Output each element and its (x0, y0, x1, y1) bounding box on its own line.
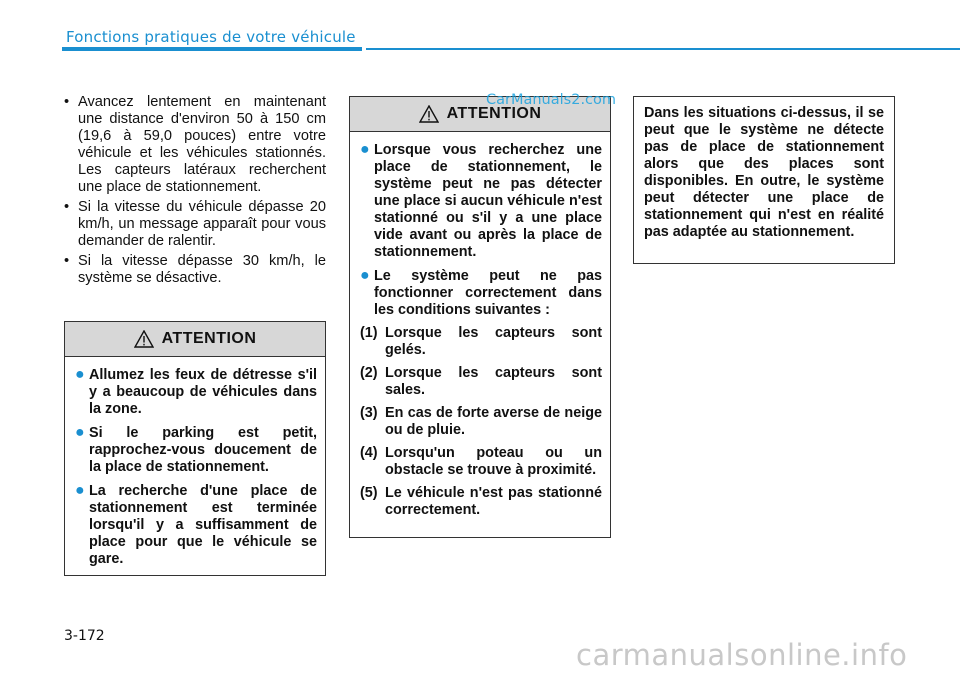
condition-item (360, 365, 602, 399)
condition-number: (4) (360, 445, 378, 461)
condition-text: En cas de forte averse de neige ou de pluie. (385, 405, 602, 438)
page-number: 3-172 (64, 628, 105, 644)
attention-title: ATTENTION (446, 105, 542, 122)
attention-title: ATTENTION (161, 330, 257, 347)
condition-text: Lorsqu'un poteau ou un obstacle se trouve à proximité. (385, 445, 602, 478)
header-rule-thick (62, 47, 362, 51)
note-box (633, 96, 895, 264)
condition-number: (1) (360, 325, 378, 341)
warning-triangle-icon (134, 330, 154, 348)
condition-item (360, 445, 602, 479)
attention-body (350, 132, 610, 519)
attention-body (65, 357, 325, 568)
attention-item (360, 268, 602, 319)
intro-bullet: • Si la vitesse dépasse 30 km/h, le système se désactive. (62, 253, 326, 287)
conditions-list (360, 325, 602, 519)
bullet-dot-icon: ● (360, 267, 370, 284)
condition-number: (2) (360, 365, 378, 381)
condition-item (360, 405, 602, 439)
warning-triangle-icon (419, 105, 439, 123)
attention-header (65, 322, 325, 357)
condition-item (360, 485, 602, 519)
attention-list (75, 367, 317, 568)
intro-bullet: • Avancez lentement en maintenant une distance d'environ 50 à 150 cm (19,6 à 59,0 pouces) entre votre véhicule et les véhicules stationnés. Les capteurs latéraux recherchent une place de stationnement. (62, 94, 326, 196)
attention-list (360, 142, 602, 319)
attention-item-text: La recherche d'une place de stationnement est terminée lorsqu'il y a suffisamment de place pour que le véhicule se gare. (89, 483, 317, 567)
condition-number: (3) (360, 405, 378, 421)
attention-box-parking (64, 321, 326, 576)
condition-item (360, 325, 602, 359)
attention-item (75, 367, 317, 418)
attention-item-text: Lorsque vous recherchez une place de stationnement, le système peut ne pas détecter une place si aucun véhicule n'est stationné ou s'il y a une place vide avant ou après la place de stationnement. (374, 142, 602, 260)
attention-box-limitations (349, 96, 611, 538)
header-rule-thin (366, 48, 960, 50)
condition-number: (5) (360, 485, 378, 501)
bullet-dot-icon: ● (75, 482, 85, 499)
intro-bullet-list (62, 94, 326, 287)
attention-item-text: Allumez les feux de détresse s'il y a beaucoup de véhicules dans la zone. (89, 367, 317, 417)
attention-item (75, 483, 317, 568)
intro-text (62, 94, 326, 290)
attention-item-text: Le système peut ne pas fonctionner correctement dans les conditions suivantes : (374, 268, 602, 318)
attention-item-text: Si le parking est petit, rapprochez-vous doucement de la place de stationnement. (89, 425, 317, 475)
condition-text: Lorsque les capteurs sont gelés. (385, 325, 602, 358)
attention-item (360, 142, 602, 261)
watermark-link[interactable]: CarManuals2.com (486, 92, 617, 108)
footer-watermark: carmanualsonline.info (576, 638, 908, 672)
section-title: Fonctions pratiques de votre véhicule (66, 28, 356, 46)
condition-text: Le véhicule n'est pas stationné correctement. (385, 485, 602, 518)
note-text: Dans les situations ci-dessus, il se peut que le système ne détecte pas de place de stationnement alors que des places sont disponibles. En outre, le système peut détecter une place de stationnement qui n'est en réalité pas adaptée au stationnement. (644, 105, 884, 240)
condition-text: Lorsque les capteurs sont sales. (385, 365, 602, 398)
bullet-dot-icon: ● (360, 141, 370, 158)
intro-bullet: • Si la vitesse du véhicule dépasse 20 km/h, un message apparaît pour vous demander de ralentir. (62, 199, 326, 250)
bullet-dot-icon: ● (75, 424, 85, 441)
bullet-dot-icon: ● (75, 366, 85, 383)
attention-item (75, 425, 317, 476)
